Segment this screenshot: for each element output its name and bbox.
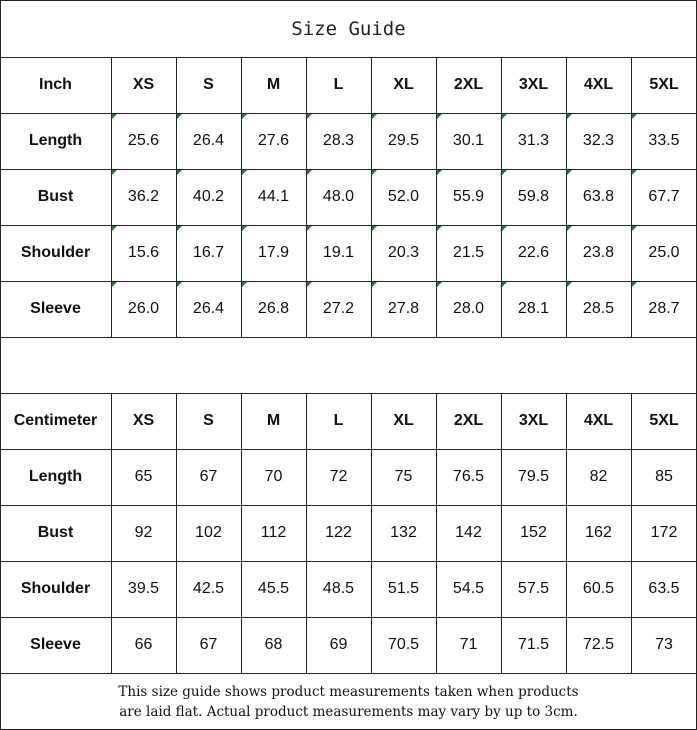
centimeter-row-label: Shoulder bbox=[20, 580, 91, 597]
inch-unit-header: Inch bbox=[39, 76, 72, 93]
inch-value-cell: 26.4 bbox=[192, 300, 225, 317]
centimeter-row-label: Sleeve bbox=[30, 636, 81, 653]
centimeter-size-header: 3XL bbox=[518, 412, 549, 429]
inch-value-cell: 67.7 bbox=[648, 188, 680, 205]
centimeter-row-label: Bust bbox=[37, 524, 74, 541]
inch-value-cell: 15.6 bbox=[127, 244, 160, 261]
centimeter-value-cell: 48.5 bbox=[322, 580, 355, 597]
centimeter-value-cell: 162 bbox=[585, 524, 612, 541]
centimeter-unit-header: Centimeter bbox=[13, 412, 98, 429]
centimeter-value-cell: 112 bbox=[260, 524, 287, 541]
centimeter-size-header: 5XL bbox=[649, 412, 679, 429]
inch-value-cell: 28.7 bbox=[648, 300, 680, 317]
footnote-line-2: are laid flat. Actual product measurements may vary by up to 3cm. bbox=[119, 703, 578, 720]
centimeter-value-cell: 71 bbox=[459, 636, 478, 653]
inch-value-cell: 33.5 bbox=[648, 132, 680, 149]
inch-value-cell: 25.6 bbox=[127, 132, 160, 149]
inch-value-cell: 21.5 bbox=[452, 244, 485, 261]
inch-row-label: Length bbox=[28, 132, 83, 149]
centimeter-value-cell: 70 bbox=[264, 468, 283, 485]
inch-value-cell: 25.0 bbox=[648, 244, 680, 261]
centimeter-size-header: XS bbox=[132, 412, 155, 429]
centimeter-size-header: S bbox=[203, 412, 214, 429]
inch-value-cell: 52.0 bbox=[387, 188, 420, 205]
centimeter-value-cell: 82 bbox=[589, 468, 608, 485]
centimeter-value-cell: 69 bbox=[329, 636, 348, 653]
inch-value-cell: 26.0 bbox=[127, 300, 160, 317]
inch-size-header: 3XL bbox=[518, 76, 549, 93]
inch-value-cell: 28.5 bbox=[582, 300, 615, 317]
inch-value-cell: 36.2 bbox=[127, 188, 160, 205]
centimeter-value-cell: 71.5 bbox=[517, 636, 550, 653]
inch-size-header: XL bbox=[393, 76, 414, 93]
centimeter-size-header: 2XL bbox=[453, 412, 484, 429]
centimeter-value-cell: 172 bbox=[650, 524, 678, 541]
footnote-line-1: This size guide shows product measurements taken when products bbox=[118, 683, 579, 700]
footnote bbox=[0, 673, 697, 730]
inch-value-cell: 28.0 bbox=[452, 300, 485, 317]
inch-value-cell: 23.8 bbox=[582, 244, 615, 261]
inch-value-cell: 20.3 bbox=[387, 244, 420, 261]
centimeter-value-cell: 63.5 bbox=[648, 580, 680, 597]
centimeter-row-label: Length bbox=[28, 468, 83, 485]
inch-value-cell: 26.8 bbox=[257, 300, 290, 317]
centimeter-value-cell: 72 bbox=[329, 468, 348, 485]
centimeter-value-cell: 122 bbox=[325, 524, 352, 541]
centimeter-value-cell: 42.5 bbox=[192, 580, 225, 597]
inch-value-cell: 19.1 bbox=[322, 244, 355, 261]
inch-value-cell: 44.1 bbox=[257, 188, 290, 205]
inch-size-header: L bbox=[333, 76, 344, 93]
inch-value-cell: 30.1 bbox=[452, 132, 485, 149]
inch-size-header: 4XL bbox=[583, 76, 614, 93]
centimeter-value-cell: 45.5 bbox=[257, 580, 290, 597]
page-title: Size Guide bbox=[291, 17, 406, 40]
centimeter-value-cell: 142 bbox=[455, 524, 482, 541]
inch-row-label: Bust bbox=[37, 188, 74, 205]
centimeter-size-header: M bbox=[266, 412, 281, 429]
centimeter-size-header: L bbox=[333, 412, 344, 429]
inch-value-cell: 48.0 bbox=[322, 188, 355, 205]
inch-row-label: Shoulder bbox=[20, 244, 91, 261]
inch-value-cell: 29.5 bbox=[387, 132, 420, 149]
inch-value-cell: 27.8 bbox=[387, 300, 420, 317]
inch-value-cell: 32.3 bbox=[582, 132, 615, 149]
inch-value-cell: 28.3 bbox=[322, 132, 355, 149]
inch-value-cell: 31.3 bbox=[517, 132, 550, 149]
centimeter-value-cell: 39.5 bbox=[127, 580, 160, 597]
inch-size-header: 5XL bbox=[649, 76, 679, 93]
inch-value-cell: 26.4 bbox=[192, 132, 225, 149]
centimeter-value-cell: 79.5 bbox=[517, 468, 550, 485]
centimeter-value-cell: 92 bbox=[134, 524, 153, 541]
centimeter-size-header: 4XL bbox=[583, 412, 614, 429]
centimeter-value-cell: 60.5 bbox=[582, 580, 615, 597]
inch-value-cell: 27.2 bbox=[322, 300, 355, 317]
centimeter-value-cell: 76.5 bbox=[452, 468, 485, 485]
centimeter-value-cell: 70.5 bbox=[387, 636, 420, 653]
centimeter-value-cell: 75 bbox=[394, 468, 413, 485]
inch-row-label: Sleeve bbox=[30, 300, 81, 317]
centimeter-value-cell: 68 bbox=[264, 636, 283, 653]
inch-value-cell: 28.1 bbox=[517, 300, 550, 317]
centimeter-value-cell: 57.5 bbox=[517, 580, 550, 597]
inch-value-cell: 59.8 bbox=[517, 188, 550, 205]
centimeter-value-cell: 132 bbox=[390, 524, 417, 541]
centimeter-value-cell: 72.5 bbox=[582, 636, 615, 653]
centimeter-value-cell: 51.5 bbox=[387, 580, 420, 597]
centimeter-size-header: XL bbox=[393, 412, 414, 429]
inch-size-header: 2XL bbox=[453, 76, 484, 93]
centimeter-value-cell: 152 bbox=[520, 524, 547, 541]
centimeter-value-cell: 102 bbox=[195, 524, 222, 541]
inch-size-header: XS bbox=[132, 76, 155, 93]
inch-value-cell: 55.9 bbox=[452, 188, 485, 205]
inch-value-cell: 63.8 bbox=[582, 188, 615, 205]
centimeter-value-cell: 66 bbox=[134, 636, 153, 653]
centimeter-value-cell: 54.5 bbox=[452, 580, 485, 597]
centimeter-value-cell: 65 bbox=[134, 468, 153, 485]
inch-value-cell: 17.9 bbox=[257, 244, 290, 261]
centimeter-value-cell: 85 bbox=[655, 468, 673, 485]
inch-size-header: S bbox=[203, 76, 214, 93]
inch-value-cell: 40.2 bbox=[192, 188, 225, 205]
centimeter-value-cell: 67 bbox=[199, 636, 218, 653]
inch-size-header: M bbox=[266, 76, 281, 93]
inch-value-cell: 27.6 bbox=[257, 132, 290, 149]
centimeter-value-cell: 73 bbox=[655, 636, 673, 653]
inch-value-cell: 22.6 bbox=[517, 244, 550, 261]
inch-value-cell: 16.7 bbox=[192, 244, 225, 261]
centimeter-value-cell: 67 bbox=[199, 468, 218, 485]
